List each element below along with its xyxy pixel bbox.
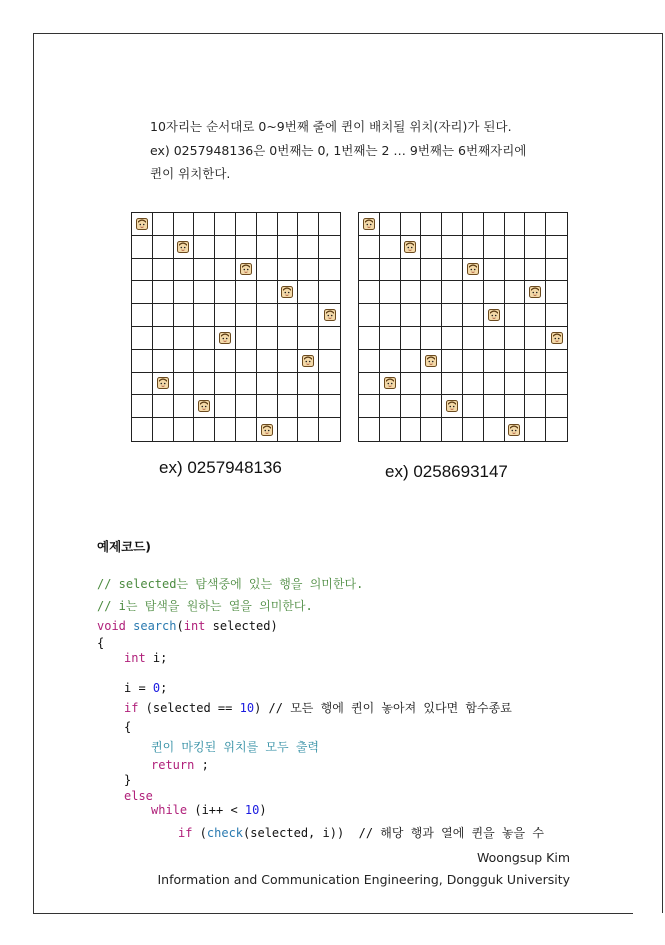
board-cell bbox=[401, 213, 422, 236]
queen-icon bbox=[261, 424, 273, 436]
board-cell bbox=[278, 236, 299, 259]
board-cell bbox=[484, 395, 505, 418]
board-cell bbox=[132, 213, 153, 236]
board-cell bbox=[463, 395, 484, 418]
board-cell bbox=[442, 236, 463, 259]
board-cell bbox=[215, 373, 236, 396]
board-cell bbox=[278, 327, 299, 350]
board-caption-left: ex) 0257948136 bbox=[159, 458, 282, 477]
board-cell bbox=[359, 236, 380, 259]
code-keyword: if bbox=[124, 701, 139, 715]
board-cell bbox=[215, 395, 236, 418]
board-cell bbox=[174, 281, 195, 304]
board-cell bbox=[421, 418, 442, 441]
queen-icon bbox=[177, 241, 189, 253]
code-line bbox=[124, 772, 131, 788]
board-cell bbox=[236, 281, 257, 304]
code-text: ( bbox=[192, 826, 207, 840]
code-number: 10 bbox=[239, 701, 255, 715]
board-cell bbox=[257, 418, 278, 441]
board-cell bbox=[505, 281, 526, 304]
board-cell bbox=[236, 418, 257, 441]
code-function: search bbox=[133, 619, 177, 633]
board-cell bbox=[319, 395, 340, 418]
board-cell bbox=[319, 373, 340, 396]
board-cell bbox=[359, 304, 380, 327]
code-line bbox=[97, 598, 313, 614]
board-cell bbox=[236, 373, 257, 396]
board-cell bbox=[442, 373, 463, 396]
board-cell bbox=[505, 395, 526, 418]
code-text: } bbox=[124, 773, 132, 787]
board-cell bbox=[401, 259, 422, 282]
board-cell bbox=[546, 259, 567, 282]
board-cell bbox=[174, 213, 195, 236]
queen-icon bbox=[488, 309, 500, 321]
board-cell bbox=[484, 373, 505, 396]
queen-icon bbox=[136, 218, 148, 230]
board-cell bbox=[194, 395, 215, 418]
board-cell bbox=[257, 281, 278, 304]
board-cell bbox=[257, 213, 278, 236]
code-text: ( bbox=[176, 619, 184, 633]
board-cell bbox=[153, 327, 174, 350]
board-cell bbox=[484, 259, 505, 282]
board-cell bbox=[525, 395, 546, 418]
code-comment: // i는 탐색을 원하는 열을 의미한다. bbox=[97, 599, 313, 613]
board-cell bbox=[525, 304, 546, 327]
board-cell bbox=[278, 373, 299, 396]
board-cell bbox=[442, 350, 463, 373]
board-cell bbox=[278, 213, 299, 236]
board-cell bbox=[153, 373, 174, 396]
code-text: (selected, i)) bbox=[243, 826, 359, 840]
board-cell bbox=[153, 350, 174, 373]
board-cell bbox=[319, 259, 340, 282]
board-cell bbox=[505, 213, 526, 236]
board-cell bbox=[257, 236, 278, 259]
board-cell bbox=[401, 304, 422, 327]
board-cell bbox=[484, 304, 505, 327]
board-cell bbox=[401, 373, 422, 396]
board-cell bbox=[215, 327, 236, 350]
board-cell bbox=[153, 213, 174, 236]
board-cell bbox=[463, 281, 484, 304]
board-cell bbox=[546, 418, 567, 441]
board-cell bbox=[484, 350, 505, 373]
board-cell bbox=[442, 259, 463, 282]
board-cell bbox=[546, 304, 567, 327]
board-cell bbox=[442, 418, 463, 441]
board-cell bbox=[174, 350, 195, 373]
board-cell bbox=[257, 304, 278, 327]
board-cell bbox=[298, 418, 319, 441]
board-cell bbox=[505, 350, 526, 373]
board-cell bbox=[153, 418, 174, 441]
board-cell bbox=[298, 236, 319, 259]
board-cell bbox=[298, 281, 319, 304]
board-cell bbox=[298, 213, 319, 236]
board-cell bbox=[525, 350, 546, 373]
board-cell bbox=[546, 373, 567, 396]
board-cell bbox=[298, 304, 319, 327]
code-text: i = bbox=[124, 681, 153, 695]
board-cell bbox=[463, 259, 484, 282]
board-cell bbox=[298, 327, 319, 350]
board-cell bbox=[153, 281, 174, 304]
board-cell bbox=[194, 418, 215, 441]
board-cell bbox=[257, 373, 278, 396]
board-cell bbox=[401, 350, 422, 373]
queen-icon bbox=[240, 263, 252, 275]
board-cell bbox=[421, 327, 442, 350]
code-comment: // 해당 행과 열에 퀸을 놓을 수 bbox=[358, 826, 544, 840]
board-cell bbox=[319, 327, 340, 350]
board-cell bbox=[484, 236, 505, 259]
board-cell bbox=[380, 259, 401, 282]
queen-icon bbox=[551, 332, 563, 344]
board-cell bbox=[132, 373, 153, 396]
queen-icon bbox=[281, 286, 293, 298]
board-cell bbox=[236, 304, 257, 327]
board-cell bbox=[380, 213, 401, 236]
queen-icon bbox=[198, 400, 210, 412]
board-cell bbox=[401, 281, 422, 304]
board-cell bbox=[505, 373, 526, 396]
board-cell bbox=[236, 213, 257, 236]
board-cell bbox=[194, 281, 215, 304]
board-cell bbox=[505, 236, 526, 259]
board-cell bbox=[546, 236, 567, 259]
board-cell bbox=[421, 259, 442, 282]
board-cell bbox=[525, 281, 546, 304]
board-cell bbox=[380, 418, 401, 441]
board-cell bbox=[215, 304, 236, 327]
board-cell bbox=[380, 373, 401, 396]
queen-icon bbox=[467, 263, 479, 275]
board-cell bbox=[505, 304, 526, 327]
queen-icon bbox=[529, 286, 541, 298]
board-cell bbox=[132, 259, 153, 282]
board-cell bbox=[215, 350, 236, 373]
board-cell bbox=[442, 304, 463, 327]
board-cell bbox=[298, 395, 319, 418]
chessboard-left bbox=[131, 212, 341, 442]
board-cell bbox=[298, 373, 319, 396]
board-cell bbox=[174, 304, 195, 327]
board-cell bbox=[546, 281, 567, 304]
board-cell bbox=[442, 395, 463, 418]
board-cell bbox=[319, 418, 340, 441]
board-cell bbox=[257, 327, 278, 350]
queen-icon bbox=[446, 400, 458, 412]
board-cell bbox=[442, 327, 463, 350]
board-cell bbox=[525, 213, 546, 236]
board-cell bbox=[257, 395, 278, 418]
board-cell bbox=[174, 236, 195, 259]
board-cell bbox=[546, 395, 567, 418]
board-cell bbox=[215, 213, 236, 236]
board-cell bbox=[401, 236, 422, 259]
board-cell bbox=[525, 236, 546, 259]
board-cell bbox=[153, 395, 174, 418]
board-cell bbox=[153, 304, 174, 327]
board-cell bbox=[505, 259, 526, 282]
code-text: { bbox=[124, 720, 132, 734]
board-cell bbox=[174, 418, 195, 441]
board-cell bbox=[463, 236, 484, 259]
board-cell bbox=[525, 327, 546, 350]
code-line bbox=[97, 635, 104, 651]
board-cell bbox=[319, 281, 340, 304]
code-keyword: while bbox=[151, 803, 188, 817]
code-text: ) bbox=[259, 803, 267, 817]
board-cell bbox=[319, 350, 340, 373]
board-cell bbox=[319, 304, 340, 327]
board-cell bbox=[505, 418, 526, 441]
board-cell bbox=[132, 304, 153, 327]
code-comment: // selected는 탐색중에 있는 행을 의미한다. bbox=[97, 577, 364, 591]
board-cell bbox=[278, 259, 299, 282]
queen-icon bbox=[508, 424, 520, 436]
code-line bbox=[151, 739, 319, 755]
board-cell bbox=[442, 213, 463, 236]
board-cell bbox=[298, 259, 319, 282]
board-cell bbox=[463, 304, 484, 327]
board-cell bbox=[421, 213, 442, 236]
board-cell bbox=[132, 236, 153, 259]
board-cell bbox=[153, 236, 174, 259]
board-cell bbox=[215, 418, 236, 441]
board-cell bbox=[359, 281, 380, 304]
code-pseudo: 퀸이 마킹된 위치를 모두 출력 bbox=[151, 740, 320, 754]
queen-icon bbox=[302, 355, 314, 367]
intro-line-1: 10자리는 순서대로 0~9번째 줄에 퀸이 배치될 위치(자리)가 된다. bbox=[150, 119, 512, 134]
board-cell bbox=[194, 373, 215, 396]
code-text: (i++ < bbox=[187, 803, 245, 817]
board-cell bbox=[153, 259, 174, 282]
board-cell bbox=[359, 327, 380, 350]
board-cell bbox=[421, 350, 442, 373]
board-cell bbox=[132, 418, 153, 441]
board-cell bbox=[215, 281, 236, 304]
board-cell bbox=[421, 236, 442, 259]
queen-icon bbox=[425, 355, 437, 367]
board-cell bbox=[505, 327, 526, 350]
code-line bbox=[124, 680, 167, 696]
board-cell bbox=[546, 213, 567, 236]
board-cell bbox=[421, 395, 442, 418]
board-cell bbox=[463, 350, 484, 373]
code-line bbox=[178, 825, 544, 841]
board-cell bbox=[463, 213, 484, 236]
board-cell bbox=[132, 281, 153, 304]
board-cell bbox=[359, 350, 380, 373]
queen-icon bbox=[219, 332, 231, 344]
board-cell bbox=[421, 281, 442, 304]
board-cell bbox=[194, 350, 215, 373]
queen-icon bbox=[404, 241, 416, 253]
board-cell bbox=[236, 327, 257, 350]
code-line bbox=[124, 719, 131, 735]
code-keyword: int bbox=[124, 651, 146, 665]
code-line bbox=[151, 757, 209, 773]
board-cell bbox=[174, 259, 195, 282]
board-cell bbox=[463, 418, 484, 441]
board-cell bbox=[525, 373, 546, 396]
code-text: selected) bbox=[205, 619, 278, 633]
board-cell bbox=[359, 259, 380, 282]
code-line bbox=[124, 700, 512, 716]
board-cell bbox=[380, 304, 401, 327]
code-line bbox=[97, 576, 363, 592]
board-cell bbox=[525, 259, 546, 282]
code-text: i; bbox=[145, 651, 168, 665]
board-cell bbox=[236, 236, 257, 259]
board-cell bbox=[174, 327, 195, 350]
board-cell bbox=[401, 395, 422, 418]
board-cell bbox=[401, 418, 422, 441]
queen-icon bbox=[324, 309, 336, 321]
code-keyword: if bbox=[178, 826, 193, 840]
board-cell bbox=[463, 373, 484, 396]
section-title: 예제코드) bbox=[97, 539, 152, 554]
code-text: { bbox=[97, 636, 105, 650]
board-cell bbox=[484, 327, 505, 350]
board-cell bbox=[442, 281, 463, 304]
board-cell bbox=[278, 350, 299, 373]
code-line bbox=[97, 618, 278, 634]
board-cell bbox=[194, 259, 215, 282]
board-cell bbox=[194, 236, 215, 259]
board-cell bbox=[380, 281, 401, 304]
code-keyword: return bbox=[151, 758, 195, 772]
board-cell bbox=[298, 350, 319, 373]
board-cell bbox=[359, 373, 380, 396]
code-line bbox=[151, 802, 267, 818]
board-cell bbox=[401, 327, 422, 350]
footer-author: Woongsup Kim bbox=[477, 850, 570, 865]
board-cell bbox=[463, 327, 484, 350]
code-text: ; bbox=[160, 681, 168, 695]
board-cell bbox=[174, 395, 195, 418]
board-cell bbox=[278, 418, 299, 441]
board-cell bbox=[194, 304, 215, 327]
queen-icon bbox=[157, 377, 169, 389]
footer-affiliation: Information and Communication Engineering, Dongguk University bbox=[157, 872, 570, 887]
board-cell bbox=[484, 418, 505, 441]
code-text: (selected == bbox=[138, 701, 240, 715]
board-cell bbox=[546, 350, 567, 373]
board-cell bbox=[421, 373, 442, 396]
chessboard-right bbox=[358, 212, 568, 442]
board-cell bbox=[215, 236, 236, 259]
board-cell bbox=[484, 213, 505, 236]
code-line bbox=[124, 650, 167, 666]
board-cell bbox=[236, 395, 257, 418]
board-cell bbox=[132, 350, 153, 373]
board-cell bbox=[132, 395, 153, 418]
board-cell bbox=[174, 373, 195, 396]
intro-line-2: ex) 0257948136은 0번째는 0, 1번째는 2 … 9번째는 6번째자리에 bbox=[150, 143, 527, 158]
board-cell bbox=[319, 236, 340, 259]
code-function: check bbox=[206, 826, 244, 840]
queen-icon bbox=[384, 377, 396, 389]
code-text: ) bbox=[254, 701, 269, 715]
board-cell bbox=[257, 259, 278, 282]
board-cell bbox=[257, 350, 278, 373]
board-cell bbox=[380, 327, 401, 350]
board-cell bbox=[484, 281, 505, 304]
board-cell bbox=[132, 327, 153, 350]
board-cell bbox=[359, 213, 380, 236]
code-keyword: void bbox=[97, 619, 126, 633]
board-cell bbox=[380, 350, 401, 373]
code-number: 0 bbox=[152, 681, 161, 695]
board-cell bbox=[215, 259, 236, 282]
board-cell bbox=[359, 395, 380, 418]
queen-icon bbox=[363, 218, 375, 230]
code-line bbox=[124, 788, 153, 804]
board-cell bbox=[359, 418, 380, 441]
board-cell bbox=[380, 236, 401, 259]
board-caption-right: ex) 0258693147 bbox=[385, 462, 508, 481]
code-keyword: else bbox=[124, 789, 153, 803]
board-cell bbox=[421, 304, 442, 327]
board-cell bbox=[194, 327, 215, 350]
board-cell bbox=[278, 395, 299, 418]
code-text: ; bbox=[194, 758, 209, 772]
board-cell bbox=[319, 213, 340, 236]
code-comment: // 모든 행에 퀸이 놓아져 있다면 함수종료 bbox=[268, 701, 512, 715]
board-cell bbox=[380, 395, 401, 418]
intro-line-3: 퀸이 위치한다. bbox=[150, 166, 231, 181]
board-cell bbox=[546, 327, 567, 350]
board-cell bbox=[236, 350, 257, 373]
board-cell bbox=[525, 418, 546, 441]
board-cell bbox=[278, 304, 299, 327]
board-cell bbox=[278, 281, 299, 304]
board-cell bbox=[236, 259, 257, 282]
code-keyword: int bbox=[183, 619, 206, 633]
board-cell bbox=[194, 213, 215, 236]
code-number: 10 bbox=[244, 803, 260, 817]
page-bottom-rule bbox=[33, 913, 633, 914]
